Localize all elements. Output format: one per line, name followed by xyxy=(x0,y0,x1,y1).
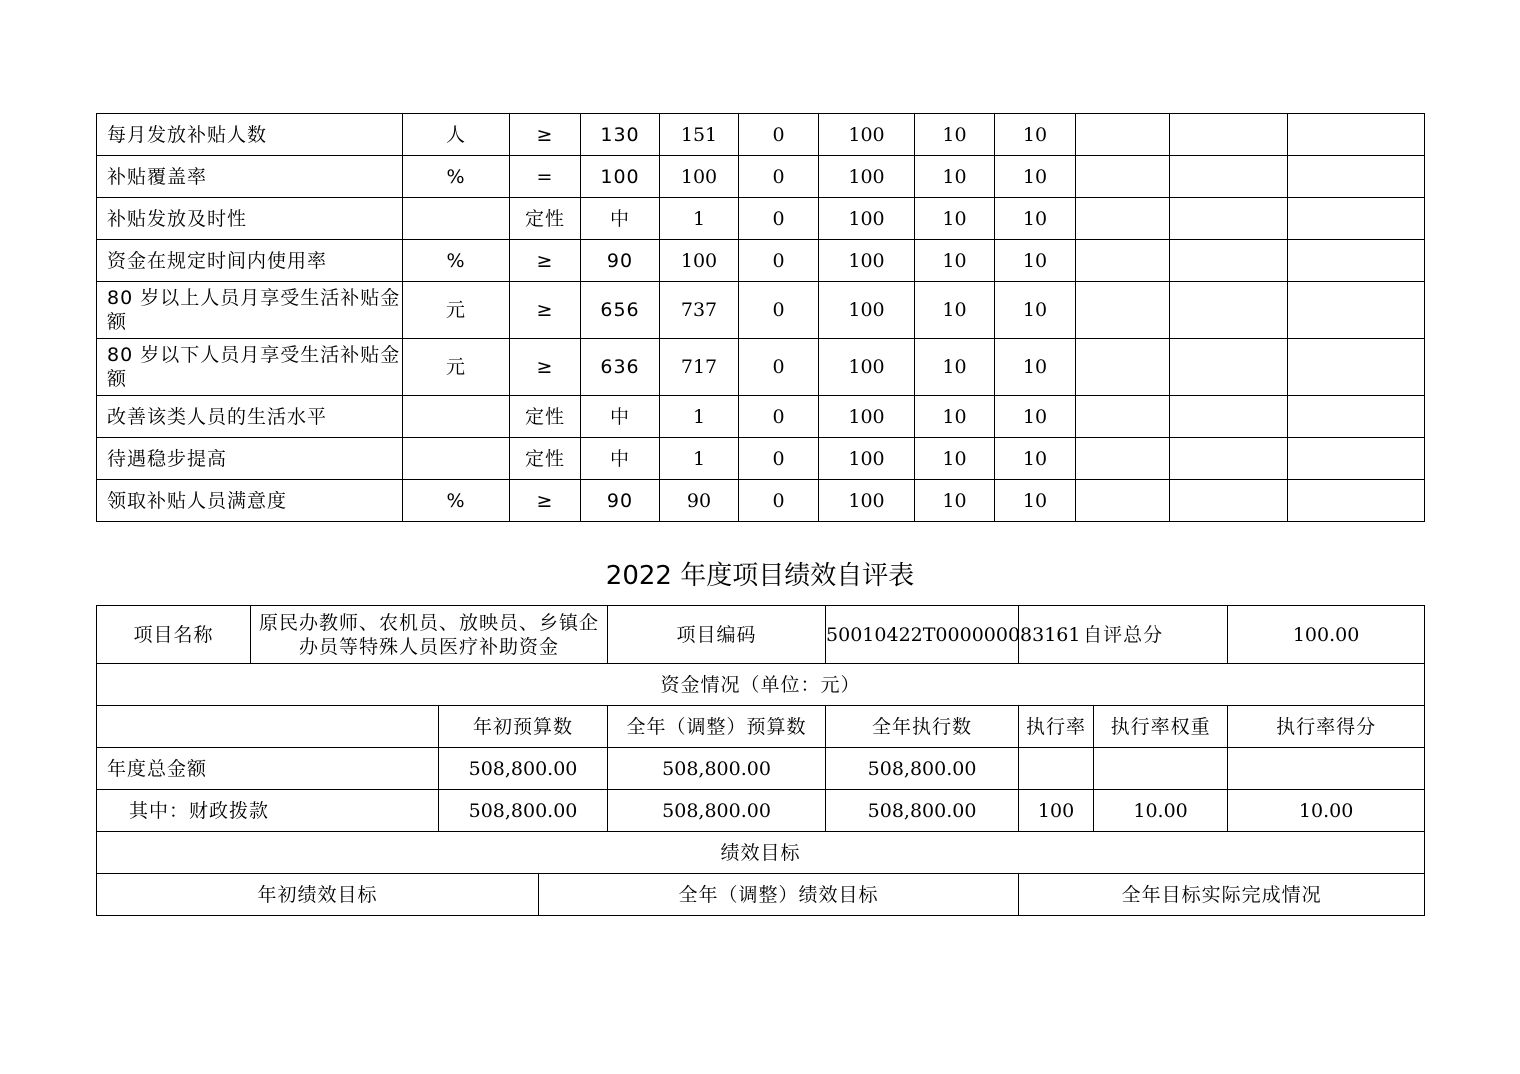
goal-initial: 年初绩效目标 xyxy=(97,874,539,916)
table-row xyxy=(97,198,1425,240)
funds-header-row xyxy=(97,664,1425,706)
cell-c6: 0 xyxy=(739,438,819,480)
cell-c9: 10 xyxy=(995,240,1076,282)
col-rate-weight: 执行率权重 xyxy=(1094,706,1228,748)
empty-cell xyxy=(1288,198,1425,240)
empty-cell xyxy=(1170,438,1288,480)
goal-adjusted: 全年（调整）绩效目标 xyxy=(539,874,1019,916)
total-rate xyxy=(1019,748,1094,790)
table-row xyxy=(97,480,1425,522)
cell-unit xyxy=(403,198,510,240)
cell-c6: 0 xyxy=(739,339,819,396)
cell-c6: 0 xyxy=(739,282,819,339)
cell-c6: 0 xyxy=(739,396,819,438)
cell-unit xyxy=(403,396,510,438)
empty-cell xyxy=(1076,480,1170,522)
cell-unit: % xyxy=(403,480,510,522)
cell-op: ≥ xyxy=(510,240,581,282)
empty-cell xyxy=(1170,156,1288,198)
col-rate: 执行率 xyxy=(1019,706,1094,748)
indicator-name: 领取补贴人员满意度 xyxy=(97,480,403,522)
empty-cell xyxy=(1288,282,1425,339)
empty-cell xyxy=(1288,339,1425,396)
cell-c7: 100 xyxy=(819,198,915,240)
fiscal-rate: 100 xyxy=(1019,790,1094,832)
cell-actual: 100 xyxy=(660,156,739,198)
cell-c7: 100 xyxy=(819,480,915,522)
empty-cell xyxy=(1288,156,1425,198)
empty-cell xyxy=(1170,396,1288,438)
indicator-name: 改善该类人员的生活水平 xyxy=(97,396,403,438)
cell-c9: 10 xyxy=(995,198,1076,240)
fiscal-executed: 508,800.00 xyxy=(826,790,1019,832)
cell-c9: 10 xyxy=(995,438,1076,480)
total-initial: 508,800.00 xyxy=(439,748,608,790)
col-adjusted-budget: 全年（调整）预算数 xyxy=(608,706,826,748)
cell-c7: 100 xyxy=(819,156,915,198)
cell-c6: 0 xyxy=(739,480,819,522)
empty-cell xyxy=(1170,198,1288,240)
indicator-name: 待遇稳步提高 xyxy=(97,438,403,480)
cell-c9: 10 xyxy=(995,480,1076,522)
fiscal-score: 10.00 xyxy=(1228,790,1425,832)
indicator-name: 资金在规定时间内使用率 xyxy=(97,240,403,282)
funds-header: 资金情况（单位：元） xyxy=(97,664,1425,706)
project-name-label: 项目名称 xyxy=(97,606,251,664)
empty-cell xyxy=(1076,156,1170,198)
indicator-name: 80 岁以上人员月享受生活补贴金额 xyxy=(97,282,403,339)
cell-unit: 元 xyxy=(403,339,510,396)
empty-cell xyxy=(1170,339,1288,396)
cell-c8: 10 xyxy=(915,114,995,156)
fiscal-weight: 10.00 xyxy=(1094,790,1228,832)
empty-cell xyxy=(1288,240,1425,282)
indicator-table xyxy=(96,113,1425,522)
cell-target: 130 xyxy=(581,114,660,156)
cell-actual: 151 xyxy=(660,114,739,156)
table-row xyxy=(97,282,1425,339)
cell-actual: 90 xyxy=(660,480,739,522)
cell-unit: % xyxy=(403,156,510,198)
total-label: 年度总金额 xyxy=(97,748,439,790)
total-score: 100.00 xyxy=(1228,606,1425,664)
goals-col-row xyxy=(97,874,1425,916)
cell-c6: 0 xyxy=(739,156,819,198)
cell-target: 636 xyxy=(581,339,660,396)
cell-c9: 10 xyxy=(995,339,1076,396)
empty-cell xyxy=(1076,240,1170,282)
table-row xyxy=(97,240,1425,282)
cell-actual: 1 xyxy=(660,396,739,438)
cell-c8: 10 xyxy=(915,339,995,396)
fiscal-row xyxy=(97,790,1425,832)
cell-actual: 737 xyxy=(660,282,739,339)
empty-cell xyxy=(1288,114,1425,156)
total-score-cell xyxy=(1228,748,1425,790)
cell-c8: 10 xyxy=(915,198,995,240)
table-row xyxy=(97,114,1425,156)
cell-c7: 100 xyxy=(819,396,915,438)
goal-actual: 全年目标实际完成情况 xyxy=(1019,874,1425,916)
page-title: 2022 年度项目绩效自评表 xyxy=(605,561,915,591)
indicator-name: 补贴覆盖率 xyxy=(97,156,403,198)
cell-actual: 100 xyxy=(660,240,739,282)
total-adjusted: 508,800.00 xyxy=(608,748,826,790)
empty-cell xyxy=(1170,282,1288,339)
col-executed: 全年执行数 xyxy=(826,706,1019,748)
cell-target: 中 xyxy=(581,438,660,480)
goals-header: 绩效目标 xyxy=(97,832,1425,874)
empty-cell xyxy=(1288,396,1425,438)
table-row xyxy=(97,396,1425,438)
cell-c7: 100 xyxy=(819,282,915,339)
goals-header-row xyxy=(97,832,1425,874)
empty-cell xyxy=(1288,438,1425,480)
total-executed: 508,800.00 xyxy=(826,748,1019,790)
cell-c8: 10 xyxy=(915,156,995,198)
cell-unit: 元 xyxy=(403,282,510,339)
cell-c7: 100 xyxy=(819,240,915,282)
cell-c7: 100 xyxy=(819,339,915,396)
cell-op: 定性 xyxy=(510,198,581,240)
indicator-name: 补贴发放及时性 xyxy=(97,198,403,240)
score-label: 自评总分 xyxy=(1019,606,1228,664)
fiscal-adjusted: 508,800.00 xyxy=(608,790,826,832)
cell-c9: 10 xyxy=(995,156,1076,198)
cell-target: 100 xyxy=(581,156,660,198)
cell-actual: 1 xyxy=(660,198,739,240)
empty-cell xyxy=(1170,114,1288,156)
cell-op: ≥ xyxy=(510,114,581,156)
fiscal-initial: 508,800.00 xyxy=(439,790,608,832)
empty-cell xyxy=(1170,240,1288,282)
cell-op: 定性 xyxy=(510,438,581,480)
cell-target: 90 xyxy=(581,480,660,522)
empty-cell xyxy=(1076,114,1170,156)
cell-actual: 717 xyxy=(660,339,739,396)
empty-cell xyxy=(1076,198,1170,240)
cell-op: ≥ xyxy=(510,282,581,339)
cell-c9: 10 xyxy=(995,114,1076,156)
cell-target: 656 xyxy=(581,282,660,339)
empty-cell xyxy=(1076,396,1170,438)
table-row xyxy=(97,156,1425,198)
cell-op: ≥ xyxy=(510,480,581,522)
cell-unit: 人 xyxy=(403,114,510,156)
cell-unit: % xyxy=(403,240,510,282)
project-code-label: 项目编码 xyxy=(608,606,826,664)
cell-c8: 10 xyxy=(915,480,995,522)
cell-c9: 10 xyxy=(995,396,1076,438)
empty-cell xyxy=(1170,480,1288,522)
cell-c6: 0 xyxy=(739,198,819,240)
table-row xyxy=(97,339,1425,396)
cell-c8: 10 xyxy=(915,282,995,339)
empty-cell xyxy=(1288,480,1425,522)
funds-col-header-row xyxy=(97,706,1425,748)
project-name: 原民办教师、农机员、放映员、乡镇企办员等特殊人员医疗补助资金 xyxy=(251,606,608,664)
cell-c9: 10 xyxy=(995,282,1076,339)
cell-actual: 1 xyxy=(660,438,739,480)
empty-header-cell xyxy=(97,706,439,748)
col-rate-score: 执行率得分 xyxy=(1228,706,1425,748)
cell-target: 90 xyxy=(581,240,660,282)
empty-cell xyxy=(1076,339,1170,396)
empty-cell xyxy=(1076,282,1170,339)
project-info-row xyxy=(97,606,1425,664)
cell-c8: 10 xyxy=(915,240,995,282)
cell-c8: 10 xyxy=(915,438,995,480)
cell-target: 中 xyxy=(581,198,660,240)
cell-c7: 100 xyxy=(819,114,915,156)
indicator-name: 每月发放补贴人数 xyxy=(97,114,403,156)
cell-c6: 0 xyxy=(739,240,819,282)
cell-c6: 0 xyxy=(739,114,819,156)
cell-op: = xyxy=(510,156,581,198)
table-row xyxy=(97,438,1425,480)
col-initial-budget: 年初预算数 xyxy=(439,706,608,748)
self-evaluation-table xyxy=(96,605,1425,916)
total-amount-row xyxy=(97,748,1425,790)
cell-c7: 100 xyxy=(819,438,915,480)
empty-cell xyxy=(1076,438,1170,480)
fiscal-label: 其中：财政拨款 xyxy=(97,790,439,832)
cell-target: 中 xyxy=(581,396,660,438)
indicator-name: 80 岁以下人员月享受生活补贴金额 xyxy=(97,339,403,396)
cell-c8: 10 xyxy=(915,396,995,438)
cell-op: ≥ xyxy=(510,339,581,396)
project-code: 50010422T000000083161 xyxy=(826,606,1019,664)
total-weight xyxy=(1094,748,1228,790)
cell-unit xyxy=(403,438,510,480)
cell-op: 定性 xyxy=(510,396,581,438)
